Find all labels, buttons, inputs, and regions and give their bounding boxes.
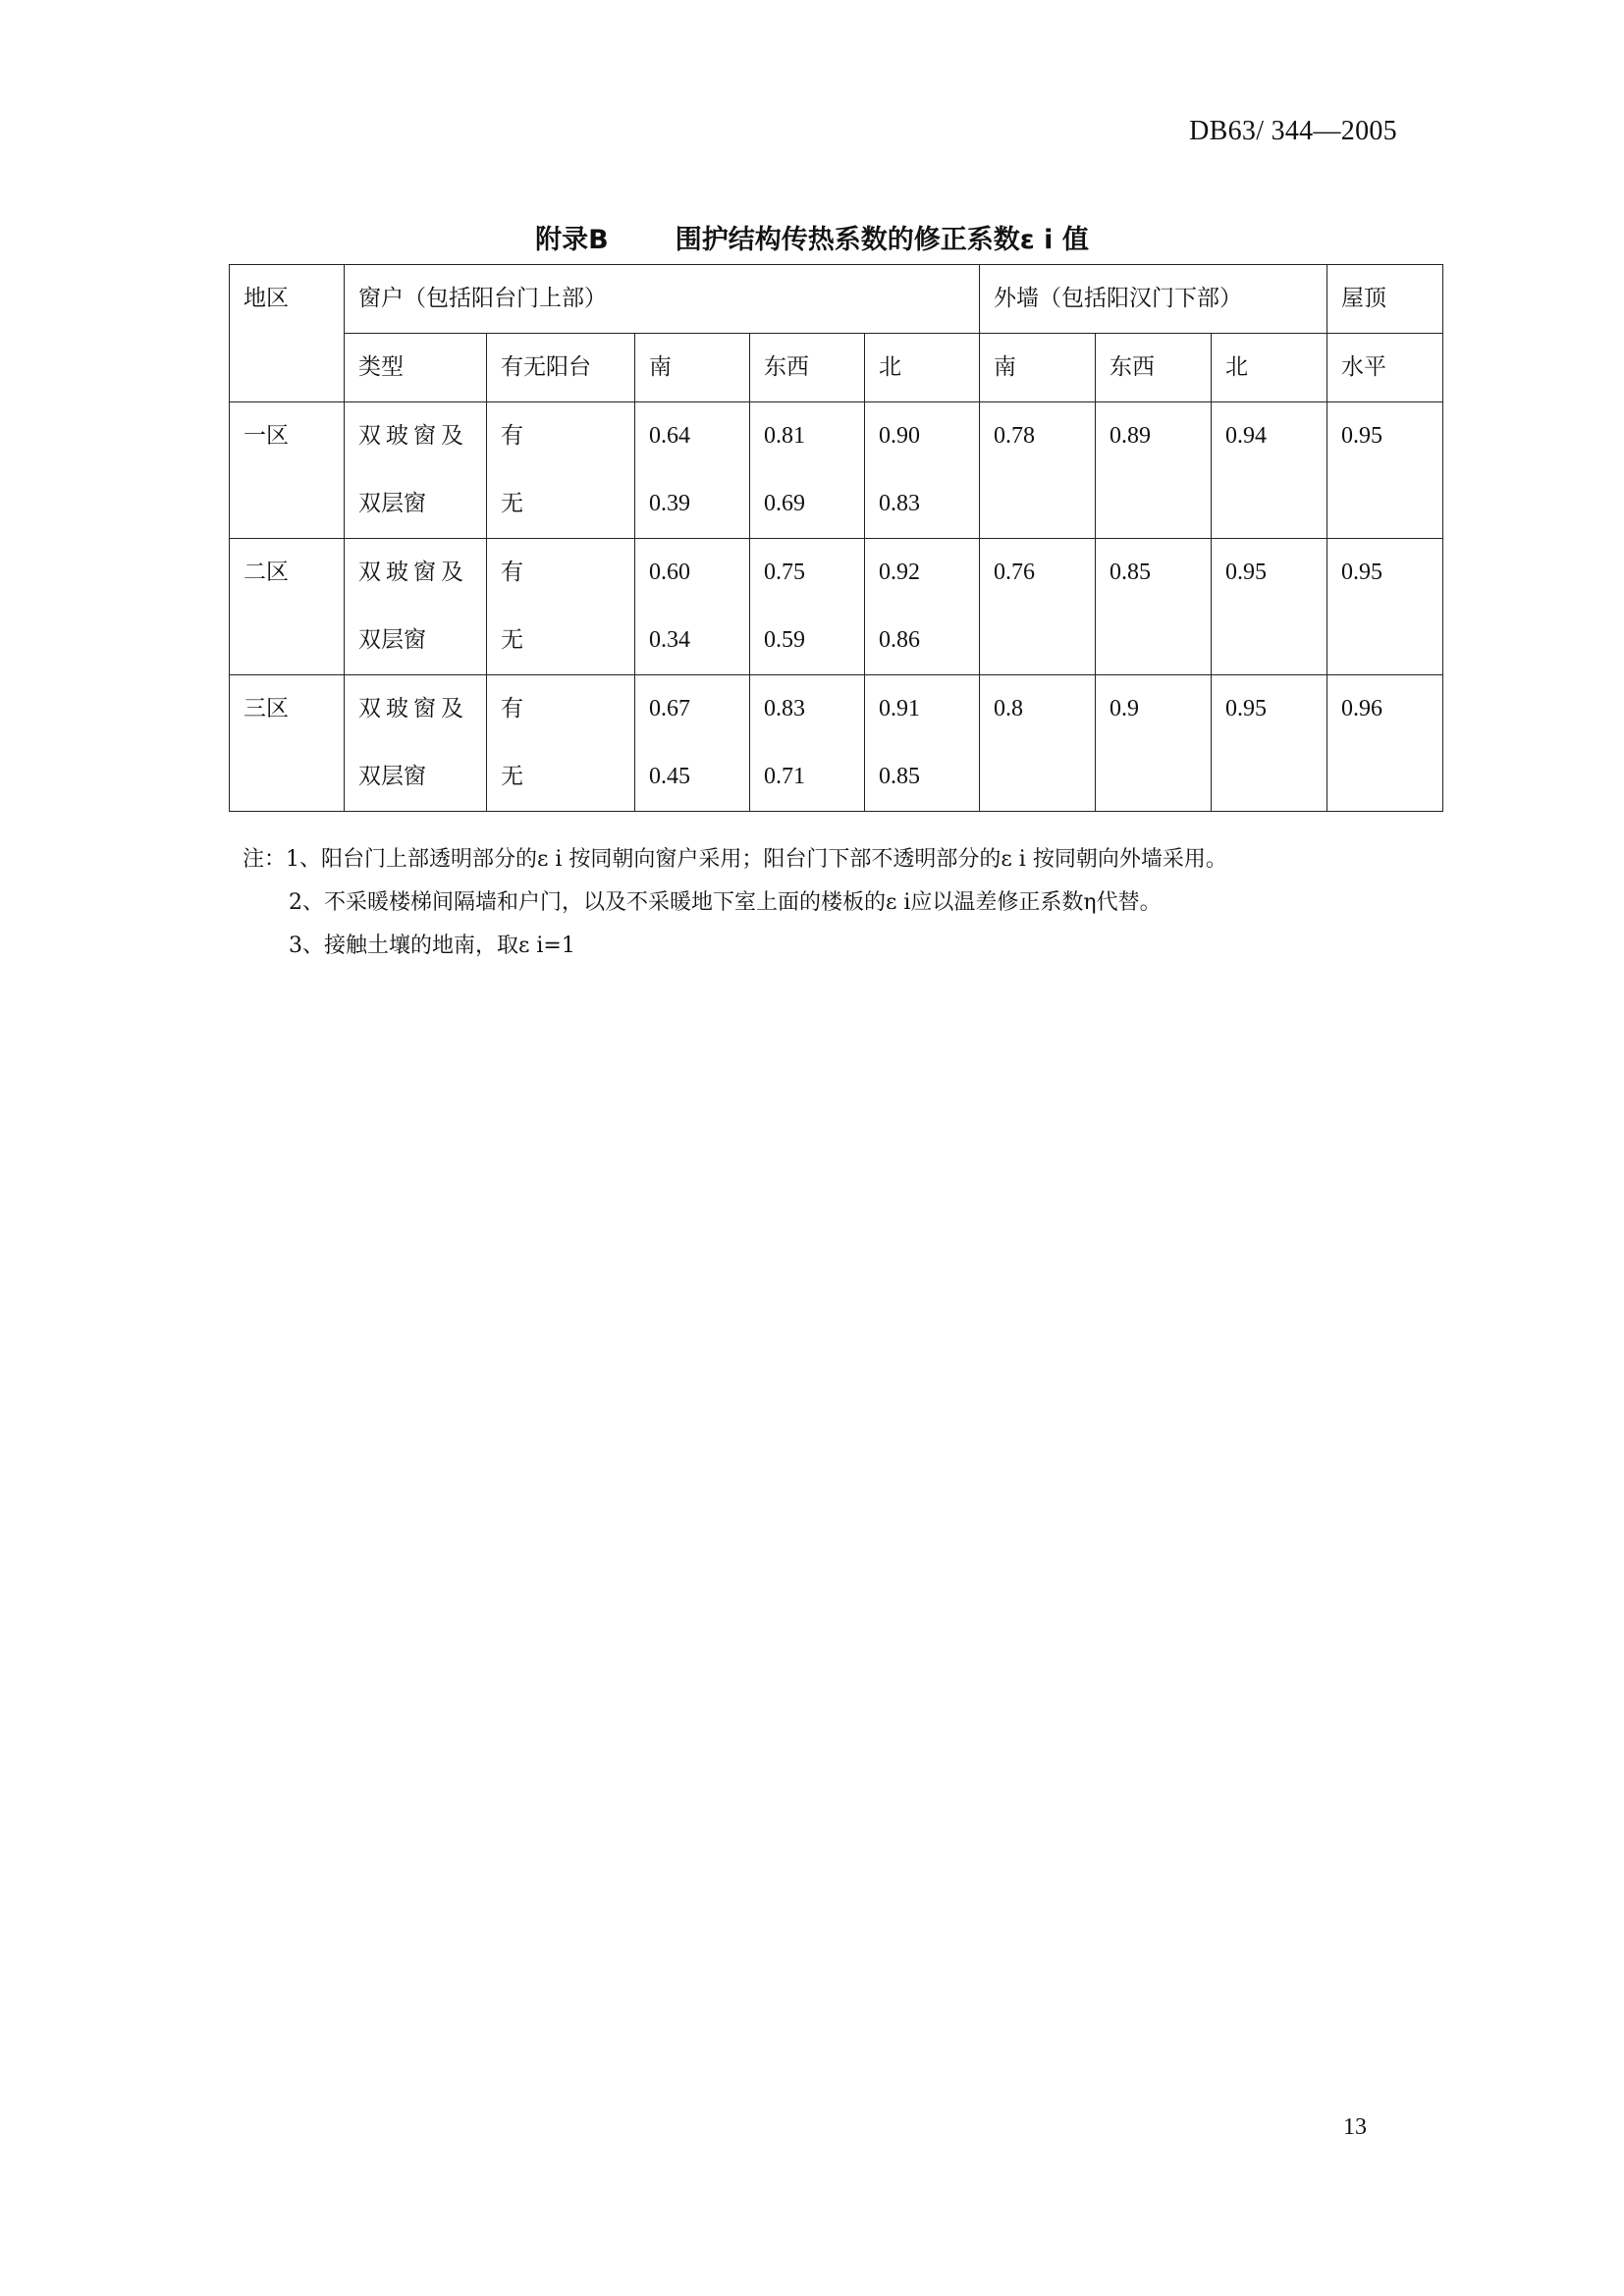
type-cell: 双玻窗及 双层窗: [345, 539, 487, 675]
wall-eastwest-cell: 0.89: [1096, 402, 1212, 539]
header-wall-north: 北: [1212, 334, 1327, 402]
type-cell: 双玻窗及 双层窗: [345, 675, 487, 812]
appendix-title: [0, 218, 1624, 256]
header-balcony: 有无阳台: [487, 334, 635, 402]
wall-south-cell: 0.78: [980, 402, 1096, 539]
window-south-cell: 0.64 0.39: [635, 402, 750, 539]
table-row: [230, 402, 1443, 539]
header-window-south: 南: [635, 334, 750, 402]
header-row-1: [230, 265, 1443, 334]
header-window-north: 北: [865, 334, 980, 402]
balcony-cell: 有 无: [487, 402, 635, 539]
note-1: 注：1、阳台门上部透明部分的ε i 按同朝向窗户采用；阳台门下部不透明部分的ε i 按同朝向外墙采用。: [243, 847, 1227, 872]
wall-eastwest-cell: 0.9: [1096, 675, 1212, 812]
header-wall-group: 外墙（包括阳汉门下部）: [980, 265, 1327, 334]
window-south-cell: 0.67 0.45: [635, 675, 750, 812]
type-cell: 双玻窗及 双层窗: [345, 402, 487, 539]
window-north-cell: 0.92 0.86: [865, 539, 980, 675]
table-row: [230, 675, 1443, 812]
header-region: 地区: [230, 265, 345, 402]
header-window-group: 窗户（包括阳台门上部）: [345, 265, 980, 334]
window-north-cell: 0.90 0.83: [865, 402, 980, 539]
header-roof-group: 屋顶: [1327, 265, 1443, 334]
wall-north-cell: 0.95: [1212, 675, 1327, 812]
region-cell: 一区: [230, 402, 345, 539]
region-cell: 三区: [230, 675, 345, 812]
header-row-2: [230, 334, 1443, 402]
table-row: [230, 539, 1443, 675]
roof-cell: 0.95: [1327, 402, 1443, 539]
note-3: 3、接触土壤的地南，取ε i=1: [289, 934, 575, 958]
region-cell: 二区: [230, 539, 345, 675]
note-2: 2、不采暖楼梯间隔墙和户门，以及不采暖地下室上面的楼板的ε i应以温差修正系数η代替。: [289, 890, 1162, 915]
header-roof-horizontal: 水平: [1327, 334, 1443, 402]
wall-south-cell: 0.8: [980, 675, 1096, 812]
appendix-title-text: 围护结构传热系数的修正系数ε i 值: [675, 225, 1089, 255]
window-eastwest-cell: 0.81 0.69: [750, 402, 865, 539]
coefficient-table: [229, 264, 1443, 812]
standard-number: DB63/ 344—2005: [1189, 116, 1397, 146]
window-eastwest-cell: 0.75 0.59: [750, 539, 865, 675]
header-type: 类型: [345, 334, 487, 402]
roof-cell: 0.96: [1327, 675, 1443, 812]
header-wall-south: 南: [980, 334, 1096, 402]
roof-cell: 0.95: [1327, 539, 1443, 675]
window-south-cell: 0.60 0.34: [635, 539, 750, 675]
wall-north-cell: 0.95: [1212, 539, 1327, 675]
header-window-eastwest: 东西: [750, 334, 865, 402]
balcony-cell: 有 无: [487, 675, 635, 812]
wall-south-cell: 0.76: [980, 539, 1096, 675]
table-notes: [243, 838, 1227, 968]
wall-north-cell: 0.94: [1212, 402, 1327, 539]
wall-eastwest-cell: 0.85: [1096, 539, 1212, 675]
page-number: 13: [1343, 2114, 1367, 2140]
appendix-label: 附录B: [535, 225, 609, 255]
window-eastwest-cell: 0.83 0.71: [750, 675, 865, 812]
header-wall-eastwest: 东西: [1096, 334, 1212, 402]
balcony-cell: 有 无: [487, 539, 635, 675]
window-north-cell: 0.91 0.85: [865, 675, 980, 812]
